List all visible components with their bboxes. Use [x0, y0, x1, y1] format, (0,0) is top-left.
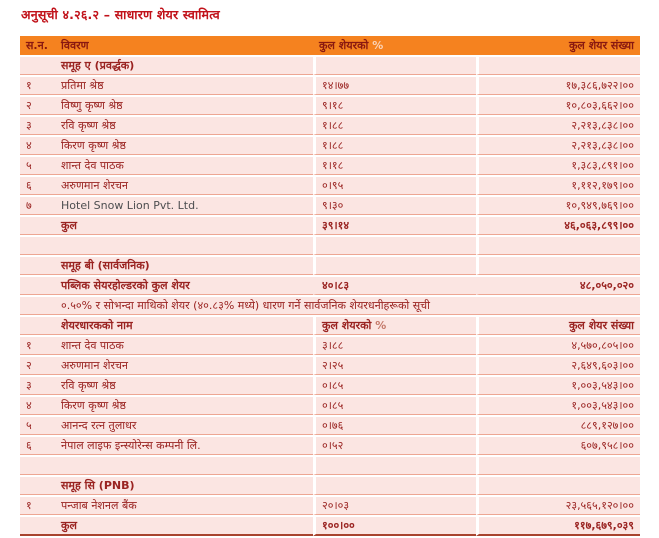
shareholder-name: रवि कृष्ण श्रेष्ठ — [55, 117, 313, 135]
shareholder-name: शान्त देव पाठक — [55, 337, 313, 355]
col-header-percent — [313, 36, 476, 55]
subheader-name: शेयरधारकको नाम — [55, 317, 313, 335]
group-b-label: समूह बी (सार्वजनिक) — [55, 257, 313, 275]
table-row — [20, 177, 640, 195]
percent-cell: ०।७६ — [313, 417, 476, 435]
sn-cell — [20, 257, 55, 275]
shareholder-name: पन्जाब नेशनल बैंक — [55, 497, 313, 515]
col-header-sn: स.न. — [20, 36, 55, 55]
sn-cell: ५ — [20, 157, 55, 175]
percent-cell: १।१८ — [313, 157, 476, 175]
table-row — [20, 377, 640, 395]
sn-cell: २ — [20, 97, 55, 115]
table-row — [20, 417, 640, 435]
note-text: ०.५०% र सोभन्दा माथिको शेयर (४०.८३% मध्ये) धारण गर्ने सार्वजनिक शेयरधनीहरूको सूची — [55, 297, 640, 315]
shareholder-name: अरुणमान शेरचन — [55, 177, 313, 195]
percent-cell: ०।८५ — [313, 397, 476, 415]
table-row — [20, 397, 640, 415]
count-cell: १०,८०३,६६२।०० — [476, 97, 640, 115]
sn-cell: १ — [20, 337, 55, 355]
sn-cell — [20, 477, 55, 495]
sn-cell: १ — [20, 77, 55, 95]
sn-cell: ४ — [20, 137, 55, 155]
sn-cell — [20, 457, 55, 475]
percent-cell: २०।०३ — [313, 497, 476, 515]
count-cell: १७,३८६,७२२।०० — [476, 77, 640, 95]
shareholder-name: आनन्द रत्न तुलाधर — [55, 417, 313, 435]
count-cell — [476, 477, 640, 495]
empty-row — [20, 457, 640, 475]
percent-cell: ०।८५ — [313, 377, 476, 395]
shareholder-name: रवि कृष्ण श्रेष्ठ — [55, 377, 313, 395]
shareholder-name: अरुणमान शेरचन — [55, 357, 313, 375]
table-row — [20, 117, 640, 135]
sn-cell — [20, 57, 55, 75]
public-total-row — [20, 277, 640, 295]
sn-cell — [20, 237, 55, 255]
percent-cell: ९।१८ — [313, 97, 476, 115]
sn-cell: ६ — [20, 177, 55, 195]
percent-cell: १००।०० — [313, 517, 476, 536]
sn-cell: १ — [20, 497, 55, 515]
table-row — [20, 497, 640, 515]
count-cell: ८८९,१२७।०० — [476, 417, 640, 435]
table-row — [20, 157, 640, 175]
group-a-label: समूह ए (प्रवर्द्धक) — [55, 57, 313, 75]
percent-cell: ३।८८ — [313, 337, 476, 355]
shareholder-name: Hotel Snow Lion Pvt. Ltd. — [55, 197, 313, 215]
table-row — [20, 337, 640, 355]
shareholder-name: शान्त देव पाठक — [55, 157, 313, 175]
percent-cell: १४।७७ — [313, 77, 476, 95]
count-cell: ४८,०५०,०२० — [476, 277, 640, 295]
count-cell: ६०७,९५८।०० — [476, 437, 640, 455]
count-cell: ४,५७०,८०५।०० — [476, 337, 640, 355]
percent-cell: १।८८ — [313, 137, 476, 155]
col-header-count: कुल शेयर संख्या — [476, 36, 640, 55]
note-row — [20, 297, 640, 315]
percent-cell: २।२५ — [313, 357, 476, 375]
percent-cell: १।८८ — [313, 117, 476, 135]
sn-cell: ४ — [20, 397, 55, 415]
count-cell — [476, 57, 640, 75]
shareholder-name: प्रतिमा श्रेष्ठ — [55, 77, 313, 95]
group-c-label: समूह सि (PNB) — [55, 477, 313, 495]
percent-cell: ३९।१४ — [313, 217, 476, 235]
shareholder-name: विष्णु कृष्ण श्रेष्ठ — [55, 97, 313, 115]
shareholder-name: किरण कृष्ण श्रेष्ठ — [55, 137, 313, 155]
empty-cell — [476, 237, 640, 255]
table-row — [20, 437, 640, 455]
count-cell: १,००३,५४३।०० — [476, 397, 640, 415]
count-cell: १,३८३,८९१।०० — [476, 157, 640, 175]
percent-cell — [313, 57, 476, 75]
page-title: अनुसूची ४.२६.२ – साधारण शेयर स्वामित्व — [21, 7, 220, 22]
shareholder-name: नेपाल लाइफ इन्स्योरेन्स कम्पनी लि. — [55, 437, 313, 455]
count-cell: ११७,६७९,०३९ — [476, 517, 640, 536]
percent-cell — [313, 257, 476, 275]
sn-cell: ५ — [20, 417, 55, 435]
sn-cell — [20, 297, 55, 315]
percent-cell: ०।५२ — [313, 437, 476, 455]
grand-total-label: कुल — [55, 517, 313, 536]
table-row — [20, 197, 640, 215]
col-header-description: विवरण — [55, 36, 313, 55]
sn-cell — [20, 277, 55, 295]
percent-symbol: % — [375, 319, 387, 332]
grand-total-row — [20, 517, 640, 536]
empty-row — [20, 237, 640, 255]
empty-cell — [313, 457, 476, 475]
count-cell: २,२१३,८३८।०० — [476, 117, 640, 135]
empty-cell — [55, 237, 313, 255]
sn-cell — [20, 317, 55, 335]
count-cell: १,११२,१७९।०० — [476, 177, 640, 195]
percent-cell — [313, 477, 476, 495]
table-row — [20, 77, 640, 95]
shareholder-name: किरण कृष्ण श्रेष्ठ — [55, 397, 313, 415]
empty-cell — [55, 457, 313, 475]
sn-cell — [20, 217, 55, 235]
percent-symbol: % — [372, 39, 384, 52]
subheader-percent — [313, 317, 476, 335]
public-total-label: पब्लिक सेयरहोल्डरको कुल शेयर — [55, 277, 313, 295]
empty-cell — [313, 237, 476, 255]
total-label: कुल — [55, 217, 313, 235]
percent-cell: ०।९५ — [313, 177, 476, 195]
count-cell — [476, 257, 640, 275]
subheader-percent-label: कुल शेयरको — [322, 319, 372, 332]
share-ownership-table — [20, 34, 640, 538]
sn-cell: ३ — [20, 377, 55, 395]
col-header-percent-label: कुल शेयरको — [319, 39, 369, 52]
sn-cell: ६ — [20, 437, 55, 455]
group-b-label-row — [20, 257, 640, 275]
empty-cell — [476, 457, 640, 475]
count-cell: ४६,०६३,८९९।०० — [476, 217, 640, 235]
group-a-total-row — [20, 217, 640, 235]
table-row — [20, 137, 640, 155]
count-cell: १०,९४९,७६९।०० — [476, 197, 640, 215]
table-row — [20, 357, 640, 375]
count-cell: २,६४९,६०३।०० — [476, 357, 640, 375]
group-c-label-row — [20, 477, 640, 495]
sn-cell: ७ — [20, 197, 55, 215]
sn-cell — [20, 517, 55, 536]
count-cell: १,००३,५४३।०० — [476, 377, 640, 395]
sn-cell: ३ — [20, 117, 55, 135]
count-cell: २,२१३,८३८।०० — [476, 137, 640, 155]
count-cell: २३,५६५,१२०।०० — [476, 497, 640, 515]
table-row — [20, 97, 640, 115]
group-a-label-row — [20, 57, 640, 75]
percent-cell: ९।३० — [313, 197, 476, 215]
sn-cell: २ — [20, 357, 55, 375]
group-b-subheader-row — [20, 317, 640, 335]
subheader-count: कुल शेयर संख्या — [476, 317, 640, 335]
table-header-row — [20, 36, 640, 55]
percent-cell: ४०।८३ — [313, 277, 476, 295]
